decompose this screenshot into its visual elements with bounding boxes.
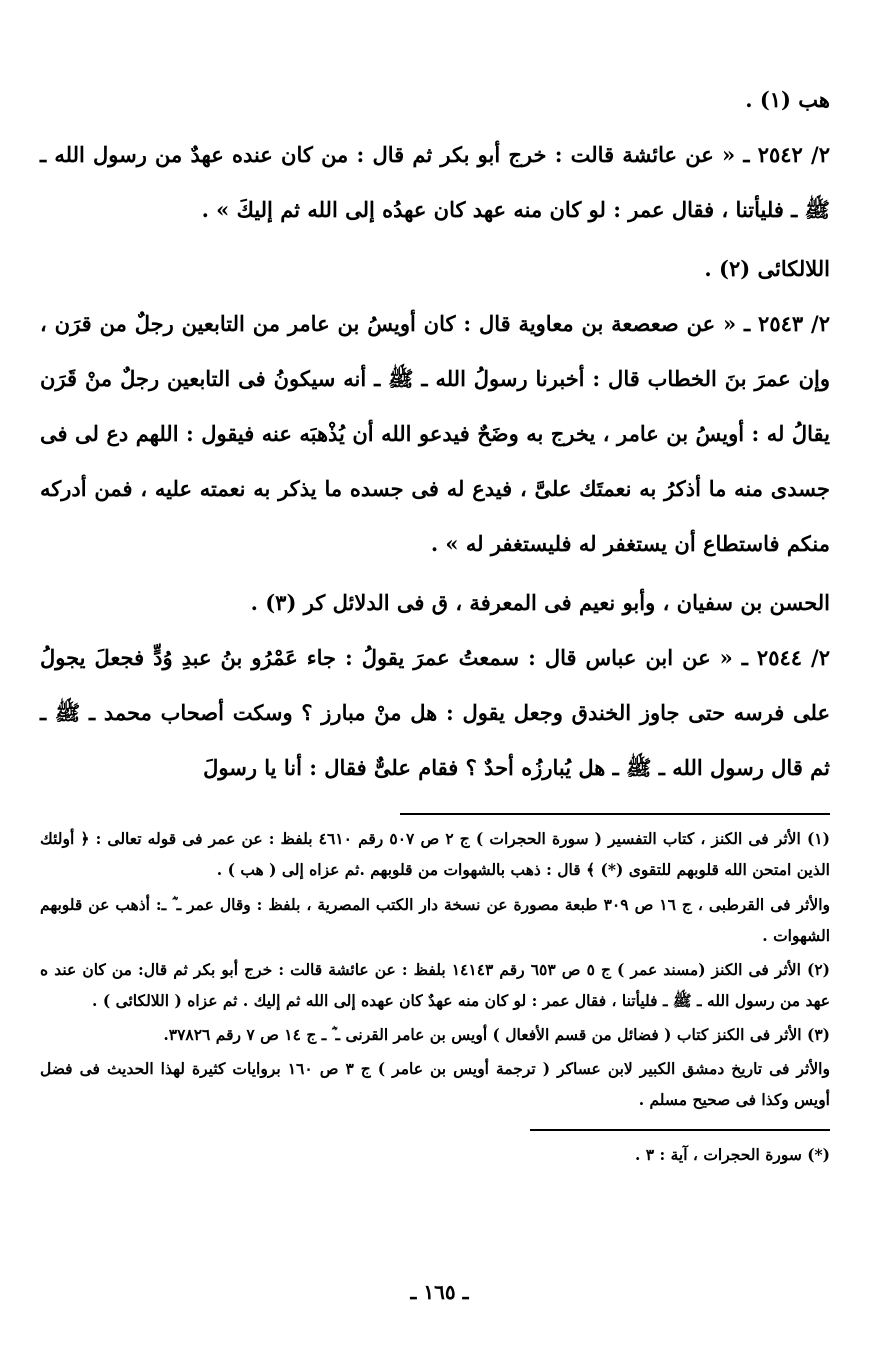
page-number: ـ ١٦٥ ـ bbox=[410, 1280, 469, 1304]
hadith-continuation: هب (١) . bbox=[745, 87, 830, 112]
main-text bbox=[40, 72, 830, 795]
hadith-2542: ٢/ ٢٥٤٢ ـ « عن عائشة قالت : خرج أبو بكر ثم قال : من كان عنده عهدٌ من رسول الله ـ ﷺ ـ فليأتنا ، فقال عمر : لو كان منه عهد كان عهدُه إلى الله ثم إليكَ » . bbox=[40, 142, 831, 222]
quran-note-block bbox=[40, 1139, 830, 1170]
footnotes bbox=[40, 823, 830, 1115]
hadith-2543: ٢/ ٢٥٤٣ ـ « عن صعصعة بن معاوية قال : كان أويسُ بن عامر من التابعين رجلٌ من قرَن ، وإن عمرَ بنَ الخطاب قال : أخبرنا رسولُ الله ـ ﷺ ـ أنه سيكونُ فى التابعين رجلٌ منْ قَرَن يقالُ له : أويسُ بن عامر ، يخرج به وضَحٌ فيدعو الله أن يُذْهبَه عنه فيقول : اللهم دع لى فى جسدى منه ما أذكرُ به نعمتَك علىَّ ، فيدع له فى جسده ما يذكر به نعمته عليه ، فمن أدركه منكم فاستطاع أن يستغفر له فليستغفر له » . bbox=[40, 311, 830, 556]
hadith-2544: ٢/ ٢٥٤٤ ـ « عن ابن عباس قال : سمعتُ عمرَ يقولُ : جاء عَمْرُو بنُ عبدِ وُدٍّ فجعلَ يجولُ على فرسه حتى جاوز الخندق وجعل يقول : هل منْ مبارز ؟ وسكت أصحاب محمد ـ ﷺ ـ ثم قال رسول الله ـ ﷺ ـ هل يُبارزُه أحدٌ ؟ فقام علىٌّ فقال : أنا يا رسولَ bbox=[40, 645, 830, 780]
hadith-2543-source: الحسن بن سفيان ، وأبو نعيم فى المعرفة ، ق فى الدلائل كر (٣) . bbox=[250, 590, 830, 615]
footnote-1: (١) الأثر فى الكنز ، كتاب التفسير ( سورة الحجرات ) ج ٢ ص ٥٠٧ رقم ٤٦١٠ بلفظ : عن عمر فى قوله تعالى : ﴿ أولئك الذين امتحن الله قلوبهم للتقوى (*) ﴾ قال : ذهب بالشهوات من قلوبهم .ثم عزاه إلى ( هب ) . bbox=[40, 829, 830, 879]
quran-note-divider bbox=[530, 1129, 830, 1131]
footnote-divider bbox=[400, 813, 830, 815]
quran-note: (*) سورة الحجرات ، آية : ٣ . bbox=[634, 1145, 830, 1164]
hadith-2542-source: اللالكائى (٢) . bbox=[704, 256, 830, 281]
document-page bbox=[40, 72, 830, 1332]
footnote-1-extra: والأثر فى القرطبى ، ج ١٦ ص ٣٠٩ طبعة مصورة عن نسخة دار الكتب المصرية ، بلفظ : وقال عمر ـ ؓ ـ: أذهب عن قلوبهم الشهوات . bbox=[40, 895, 830, 945]
footnote-3-extra: والأثر فى تاريخ دمشق الكبير لابن عساكر ( ترجمة أويس بن عامر ) ج ٣ ص ١٦٠ بروايات كثيرة لهذا الحديث فى فضل أويس وكذا فى صحيح مسلم . bbox=[40, 1059, 830, 1109]
footnote-2: (٢) الأثر فى الكنز (مسند عمر ) ج ٥ ص ٦٥٣ رقم ١٤١٤٣ بلفظ : عن عائشة قالت : خرج أبو بكر ثم قال: من كان عند ه عهد من رسول الله ـ ﷺ ـ فليأتنا ، فقال عمر : لو كان منه عهدٌ كان عهده إلى الله ثم إليك . ثم عزاه ( اللالكائى ) . bbox=[40, 960, 830, 1010]
footnote-3: (٣) الأثر فى الكنز كتاب ( فضائل من قسم الأفعال ) أويس بن عامر القرنى ـ ؓ ـ ج ١٤ ص ٧ رقم ٣٧٨٢٦. bbox=[163, 1025, 830, 1044]
